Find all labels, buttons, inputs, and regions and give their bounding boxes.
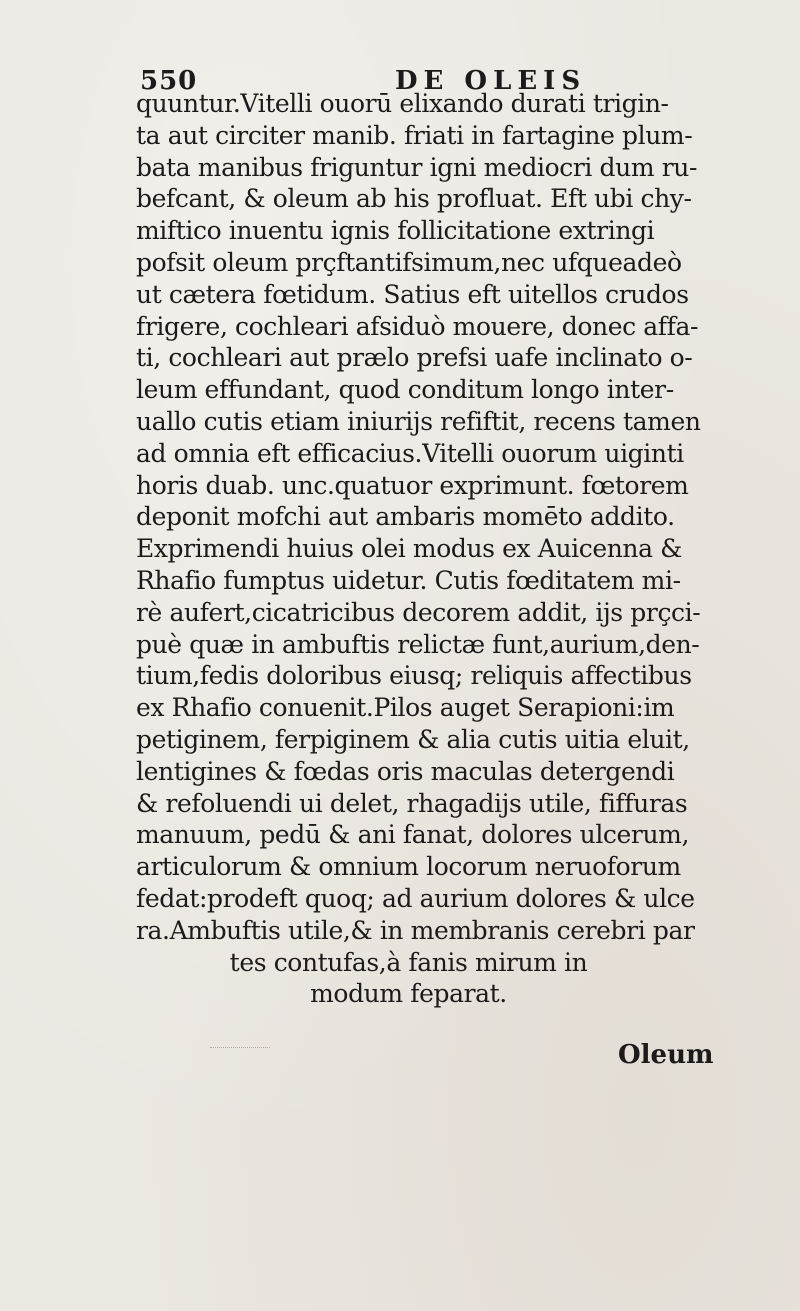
page-number: 550	[140, 66, 198, 96]
text-line: & refoluendi ui delet, rhagadijs utile, fiffuras	[136, 788, 688, 818]
text-line: tium,fedis doloribus eiusq; reliquis affectibus	[136, 661, 692, 691]
text-line: leum effundant, quod conditum longo inter-	[136, 375, 674, 405]
text-line: pofsit oleum prçftantifsimum,nec ufqueadeò	[136, 247, 682, 277]
text-line: Rhafio fumptus uidetur. Cutis fœditatem mi-	[136, 565, 681, 595]
text-line: bata manibus friguntur igni mediocri dum ru-	[136, 152, 697, 182]
text-line: horis duab. unc.quatuor exprimunt. fœtorem	[136, 470, 689, 500]
text-line: ta aut circiter manib. friati in fartagine plum-	[136, 120, 693, 150]
text-line: manuum, pedū & ani fanat, dolores ulcerum,	[136, 820, 690, 850]
text-line: lentigines & fœdas oris maculas detergendi	[136, 756, 675, 786]
text-line: befcant, & oleum ab his profluat. Eft ubi chy-	[136, 184, 692, 214]
text-line: petiginem, ferpiginem & alia cutis uitia eluit,	[136, 724, 690, 754]
text-line: uallo cutis etiam iniurijs refiftit, recens tamen	[136, 406, 701, 436]
text-line: deponit mofchi aut ambaris momēto addito.	[136, 502, 675, 532]
text-line: frigere, cochleari afsiduò mouere, donec affa-	[136, 311, 699, 341]
text-line: articulorum & omnium locorum neruoforum	[136, 852, 681, 882]
text-line: quuntur.Vitelli ouorū elixando durati trigin-	[136, 89, 669, 118]
text-line: fedat:prodeft quoq; ad aurium dolores & ulce	[136, 883, 695, 913]
text-line: miftico inuentu ignis follicitatione extringi	[136, 216, 655, 246]
running-head: DE OLEIS	[395, 66, 587, 96]
text-line: ut cætera fœtidum. Satius eft uitellos crudos	[136, 279, 689, 309]
text-line: ti, cochleari aut prælo prefsi uafe inclinato o-	[136, 343, 693, 373]
body-text	[136, 88, 701, 1010]
text-line: modum feparat.	[310, 979, 507, 1009]
text-line: ad omnia eft efficacius.Vitelli ouorum uiginti	[136, 438, 684, 468]
ink-smudge	[210, 1047, 270, 1056]
text-line: Exprimendi huius olei modus ex Auicenna &	[136, 534, 683, 564]
text-line: tes contufas,à fanis mirum in	[229, 947, 588, 977]
text-line: rè aufert,cicatricibus decorem addit, ijs prçci-	[136, 597, 701, 627]
catchword: Oleum	[618, 1040, 714, 1070]
text-line: ra.Ambuftis utile,& in membranis cerebri par	[136, 915, 695, 945]
text-line: ex Rhafio conuenit.Pilos auget Serapioni:im	[136, 693, 675, 723]
text-line: puè quæ in ambuftis relictæ funt,aurium,den-	[136, 629, 700, 659]
